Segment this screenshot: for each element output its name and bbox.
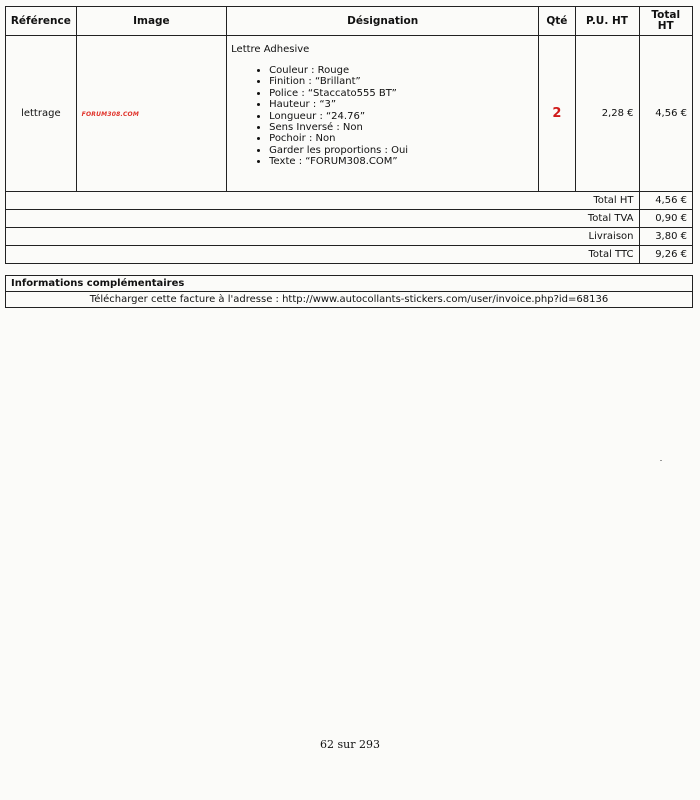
total-ttc-label: Total TTC xyxy=(6,246,640,264)
total-ht-value: 4,56 € xyxy=(639,192,693,210)
header-image: Image xyxy=(76,7,226,36)
invoice-table xyxy=(5,6,693,264)
info-text-row xyxy=(6,292,693,308)
item-qty-cell xyxy=(539,36,575,192)
table-row xyxy=(6,36,693,192)
header-total-ht: Total HT xyxy=(639,7,693,36)
list-item: • Police : “Staccato555 BT” xyxy=(269,88,534,99)
header-unit-price: P.U. HT xyxy=(575,7,639,36)
info-title: Informations complémentaires xyxy=(6,276,693,292)
header-reference: Référence xyxy=(6,7,77,36)
invoice-header-row xyxy=(6,7,693,36)
header-qty: Qté xyxy=(539,7,575,36)
list-item: • Texte : “FORUM308.COM” xyxy=(269,156,534,167)
attribute-list xyxy=(231,65,534,168)
total-tva-label: Total TVA xyxy=(6,210,640,228)
total-ttc-row xyxy=(6,246,693,264)
item-reference: lettrage xyxy=(6,36,77,192)
delivery-value: 3,80 € xyxy=(639,228,693,246)
total-ttc-value: 9,26 € xyxy=(639,246,693,264)
list-item: • Hauteur : “3” xyxy=(269,99,534,110)
item-unit-price: 2,28 € xyxy=(575,36,639,192)
list-item: • Sens Inversé : Non xyxy=(269,122,534,133)
item-image-cell xyxy=(76,36,226,192)
designation-title: Lettre Adhesive xyxy=(231,44,310,55)
item-qty: 2 xyxy=(552,106,562,121)
sticker-preview-image: FORUM308.COM xyxy=(81,111,140,118)
total-ht-row xyxy=(6,192,693,210)
total-tva-value: 0,90 € xyxy=(639,210,693,228)
header-designation: Désignation xyxy=(227,7,539,36)
scan-speck xyxy=(660,460,662,461)
list-item: • Couleur : Rouge xyxy=(269,65,534,76)
list-item: • Longueur : “24.76” xyxy=(269,111,534,122)
info-table xyxy=(5,275,693,308)
item-designation xyxy=(227,36,539,192)
total-ht-label: Total HT xyxy=(6,192,640,210)
info-title-row xyxy=(6,276,693,292)
list-item: • Pochoir : Non xyxy=(269,133,534,144)
delivery-row xyxy=(6,228,693,246)
list-item: • Finition : “Brillant” xyxy=(269,76,534,87)
page-number: 62 sur 293 xyxy=(320,738,380,751)
item-total: 4,56 € xyxy=(639,36,693,192)
list-item: • Garder les proportions : Oui xyxy=(269,145,534,156)
invoice-download-link[interactable]: Télécharger cette facture à l'adresse : http://www.autocollants-stickers.com/user/invoice.php?id=68136 xyxy=(6,292,693,308)
total-tva-row xyxy=(6,210,693,228)
delivery-label: Livraison xyxy=(6,228,640,246)
